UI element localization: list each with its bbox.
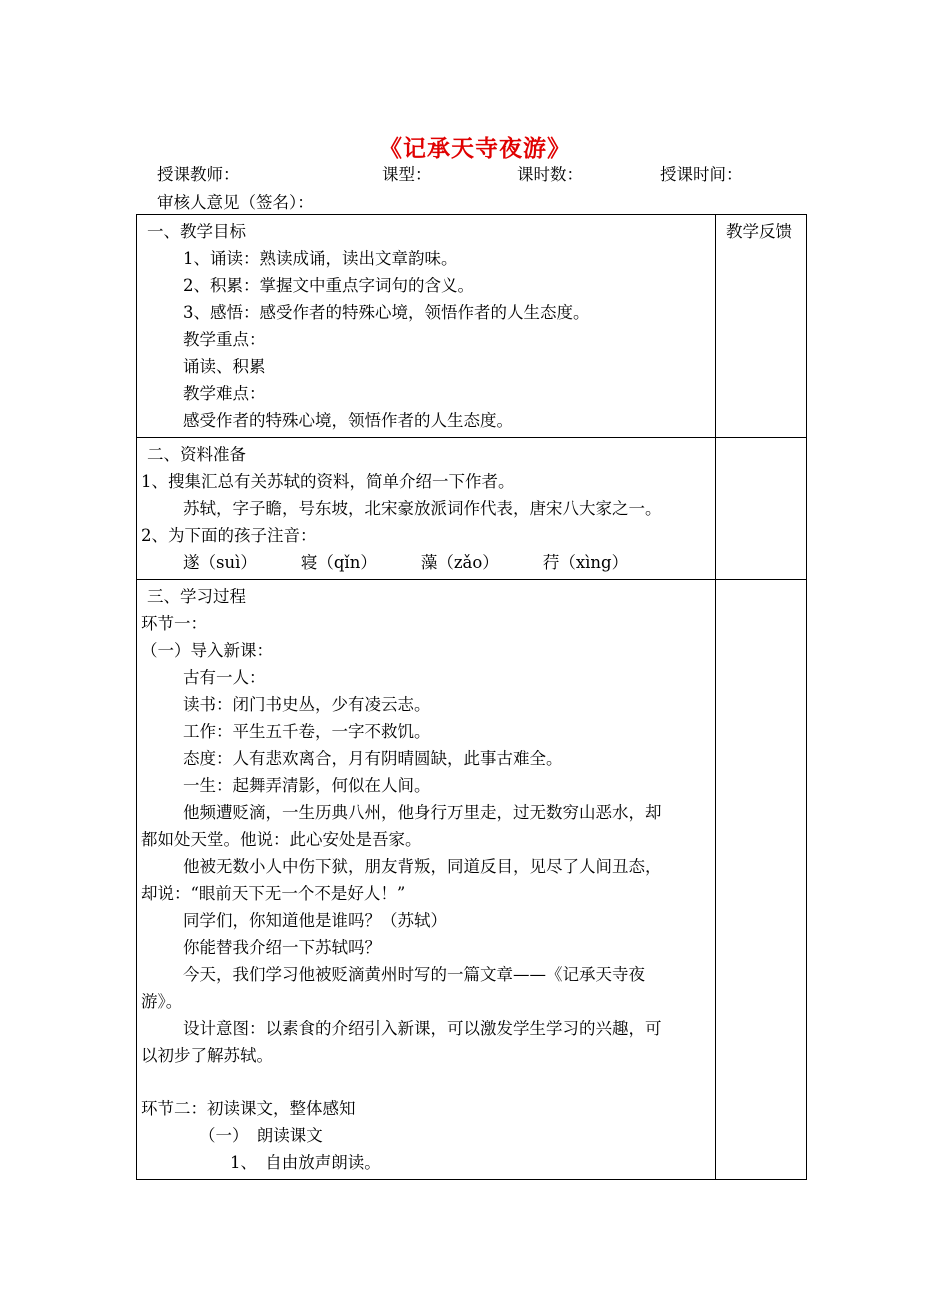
lesson-time-label: 授课时间：: [660, 165, 743, 184]
materials-item: 1、搜集汇总有关苏轼的资料，简单介绍一下作者。: [141, 472, 515, 491]
feedback-cell: [716, 438, 807, 580]
feedback-label: 教学反馈: [726, 222, 792, 241]
blank-line: [147, 1069, 709, 1095]
focus-label: 教学重点：: [183, 330, 266, 349]
lesson-plan-table: [136, 214, 807, 1180]
intro-line: 古有一人：: [183, 668, 266, 687]
materials-cell: [137, 438, 716, 580]
pinyin-item: 荇（xìng）: [542, 553, 629, 572]
teacher-label: 授课教师：: [157, 165, 240, 184]
teaching-goals-cell: [137, 215, 716, 438]
paragraph-line: 他被无数小人中伤下狱，朋友背叛，同道反目，见尽了人间丑态，: [183, 857, 662, 876]
stage-label: 环节二：初读课文，整体感知: [141, 1099, 356, 1118]
author-intro: 苏轼，字子瞻，号东坡，北宋豪放派词作代表，唐宋八大家之一。: [183, 499, 662, 518]
pinyin-item: 寝（qǐn）: [300, 553, 377, 572]
intro-line: 态度：人有悲欢离合，月有阴晴圆缺，此事古难全。: [183, 749, 563, 768]
section-heading: 一、教学目标: [147, 222, 246, 241]
intro-line: 一生：起舞弄清影，何似在人间。: [183, 776, 431, 795]
feedback-cell: [716, 580, 807, 1180]
intro-line: 工作：平生五千卷，一字不救饥。: [183, 722, 431, 741]
table-row: [137, 580, 807, 1180]
periods-label: 课时数：: [517, 165, 583, 184]
reviewer-label: 审核人意见（签名）：: [157, 193, 314, 212]
stage-label: 环节一：: [141, 614, 207, 633]
learning-process-cell: [137, 580, 716, 1180]
sub-item: 1、 自由放声朗读。: [230, 1153, 381, 1172]
lesson-type-label: 课型：: [382, 165, 432, 184]
materials-item: 2、为下面的孩子注音：: [141, 526, 317, 545]
paragraph-line: 却说：“眼前天下无一个不是好人！”: [141, 884, 406, 903]
focus-text: 诵读、积累: [183, 357, 266, 376]
paragraph-line: 都如处天堂。他说：此心安处是吾家。: [141, 830, 422, 849]
intro-line: 读书：闭门书史丛，少有凌云志。: [183, 695, 431, 714]
section-heading: 三、学习过程: [147, 587, 246, 606]
part-label: （一）导入新课：: [141, 641, 273, 660]
pinyin-row: [147, 549, 709, 576]
question-line: 同学们，你知道他是谁吗？（苏轼）: [183, 911, 447, 930]
sub-heading: （一） 朗读课文: [199, 1126, 323, 1145]
design-intent-line: 以初步了解苏轼。: [141, 1046, 273, 1065]
design-intent-line: 设计意图：以素食的介绍引入新课，可以激发学生学习的兴趣，可: [183, 1019, 662, 1038]
question-line: 你能替我介绍一下苏轼吗？: [183, 938, 381, 957]
section-heading: 二、资料准备: [147, 445, 246, 464]
goal-item: 3、感悟：感受作者的特殊心境，领悟作者的人生态度。: [183, 303, 590, 322]
difficulty-text: 感受作者的特殊心境，领悟作者的人生态度。: [183, 411, 513, 430]
table-row: [137, 215, 807, 438]
paragraph-line: 游》。: [141, 992, 183, 1011]
difficulty-label: 教学难点：: [183, 384, 266, 403]
feedback-cell: [716, 215, 807, 438]
pinyin-item: 遂（suì）: [183, 553, 257, 572]
table-row: [137, 438, 807, 580]
paragraph-line: 他频遭贬滴，一生历典八州，他身行万里走，过无数穷山恶水，却: [183, 803, 662, 822]
document-title: 《记承天寺夜游》: [379, 135, 571, 162]
pinyin-item: 藻（zǎo）: [420, 553, 499, 572]
goal-item: 2、积累：掌握文中重点字词句的含义。: [183, 276, 474, 295]
goal-item: 1、诵读：熟读成诵，读出文章韵味。: [183, 249, 458, 268]
paragraph-line: 今天，我们学习他被贬滴黄州时写的一篇文章——《记承天寺夜: [183, 965, 645, 984]
